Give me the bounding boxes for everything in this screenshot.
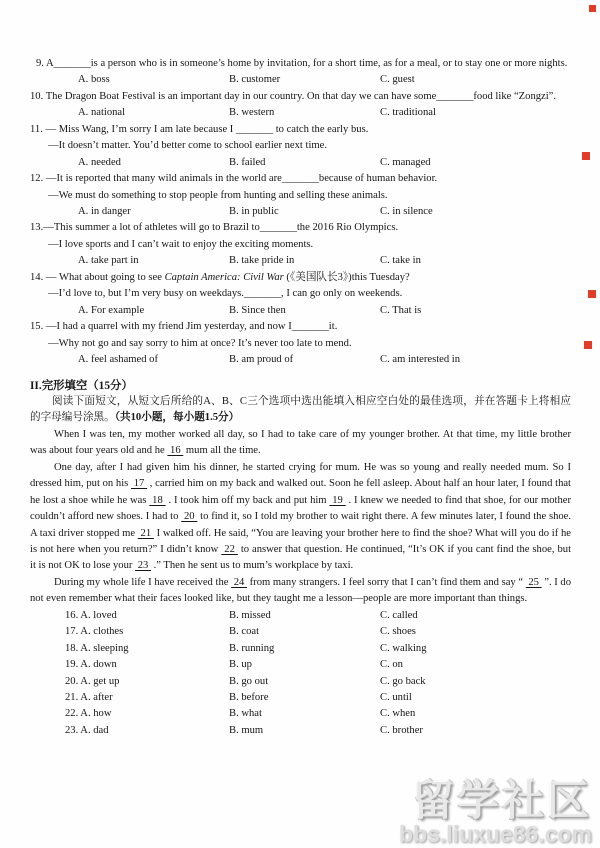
option-number-a-label: 17. A. clothes (65, 626, 124, 638)
option-b-label: B. take pride in (229, 255, 295, 267)
question-13-reply: —I love sports and I can’t wait to enjoy the exciting moments. (48, 238, 314, 250)
watermark-site-name: 留学社区 (411, 776, 592, 824)
option-b-label: B. go out (229, 675, 269, 687)
option-a-label: A. in danger (78, 206, 131, 218)
option-c-label: C. traditional (380, 107, 436, 119)
option-number-a-label: 18. A. sleeping (65, 642, 129, 654)
option-c-label: C. am interested in (380, 354, 461, 366)
option-b-label: B. before (229, 692, 269, 704)
section-2-title: II.完形填空（15分） (30, 379, 133, 392)
option-c-label: C. until (380, 692, 412, 704)
option-c-label: C. go back (380, 675, 426, 687)
cloze-19-options-row (30, 657, 571, 673)
red-marker-icon (584, 341, 592, 349)
question-14-reply: —I’d love to, but I’m very busy on weekdays._______, I can go only on weekends. (48, 288, 403, 300)
question-11-stem: 11. — Miss Wang, I’m sorry I am late because I _______ to catch the early bus. (30, 123, 369, 135)
question-9-stem: 9. A_______is a person who is in someone’s home by invitation, for a short time, as for a meal, or to stay one or more nights. (36, 58, 568, 69)
cloze-paragraph-1: When I was ten, my mother worked all day, so I had to take care of my younger brother. At that time, my little brother was about four years old and he 16 mum all the time. (30, 428, 571, 457)
question-10-options-row (30, 105, 571, 121)
option-b-label: B. in public (229, 206, 279, 218)
question-9-options-row (30, 72, 571, 88)
option-b-label: B. running (229, 642, 275, 654)
question-13-options-row (30, 253, 571, 269)
option-a-label: A. needed (78, 156, 121, 168)
option-c-label: C. That is (380, 304, 422, 316)
red-marker-icon (588, 290, 596, 298)
option-c-label: C. when (380, 708, 416, 720)
question-12-options-row (30, 204, 571, 220)
option-b-label: B. am proud of (229, 354, 294, 366)
option-number-a-label: 20. A. get up (65, 675, 120, 687)
red-marker-icon (582, 152, 590, 160)
question-15-reply: —Why not go and say sorry to him at once? It’s never too late to mend. (48, 337, 352, 349)
cloze-23-options-row (30, 723, 571, 739)
option-b-label: B. customer (229, 74, 281, 86)
option-number-a-label: 23. A. dad (65, 724, 109, 736)
option-b-label: B. failed (229, 156, 266, 168)
cloze-paragraph-2: One day, after I had given him his dinner, he started crying for mum. He was so young and really needed mum. So I dressed him, put on his 17 , carried him on my back and walked out. Soon he fell asleep. About half an hour later, I found that he lost a shoe while he was 18 . I took him off my back and put him 19 . I knew we needed to find that shoe, for our mother couldn’t afford new shoes. I had to 20 to find it, so I told my brother to wait right there. A few minutes later, I found the shoe. A taxi driver stopped me 21 I walked off. He said, “You are leaving your brother here to find the shoe? What will you do if he is not here when you return?” I didn’t know 22 to answer that question. He continued, “It’s OK if you cant find the shoe, but it is not OK to lose your 23 .” Then he sent us to mum’s workplace by taxi. (30, 461, 572, 572)
option-number-a-label: 22. A. how (65, 708, 112, 720)
cloze-18-options-row (30, 641, 571, 657)
option-c-label: C. take in (380, 255, 421, 267)
option-a-label: A. For example (78, 304, 145, 316)
option-c-label: C. on (380, 659, 403, 671)
option-c-label: C. walking (380, 642, 427, 654)
option-b-label: B. what (229, 708, 262, 720)
cloze-16-options-row (30, 608, 571, 624)
option-number-a-label: 19. A. down (65, 659, 117, 671)
option-b-label: B. western (229, 107, 275, 119)
option-c-label: C. shoes (380, 626, 416, 638)
option-number-a-label: 21. A. after (65, 692, 113, 704)
question-14-options-row (30, 303, 571, 319)
section-2-instruction: 阅读下面短文，从短文后所给的A、B、C三个选项中选出能填入相应空白处的最佳选项，并在答题卡上将相应的字母编号涂黑。（共10小题，每小题1.5分） (30, 395, 571, 424)
option-c-label: C. called (380, 609, 418, 621)
question-14-stem: 14. — What about going to see Captain America: Civil War (《美国队长3》)this Tuesday? (30, 271, 410, 283)
option-c-label: C. brother (380, 724, 423, 736)
option-a-label: A. national (78, 107, 126, 119)
question-10-stem: 10. The Dragon Boat Festival is an important day in our country. On that day we can have some_______food like “Zongzi”. (30, 90, 557, 102)
question-15-options-row (30, 352, 571, 368)
question-11-options-row (30, 155, 571, 171)
question-15-stem: 15. —I had a quarrel with my friend Jim yesterday, and now I_______it. (30, 321, 338, 333)
option-number-a-label: 16. A. loved (65, 609, 117, 621)
option-b-label: B. missed (229, 609, 271, 621)
cloze-21-options-row (30, 690, 571, 706)
question-12-stem: 12. —It is reported that many wild animals in the world are_______because of human behavior. (30, 173, 438, 185)
option-b-label: B. coat (229, 626, 260, 638)
question-13-stem: 13.—This summer a lot of athletes will go to Brazil to_______the 2016 Rio Olympics. (30, 222, 399, 234)
question-12-reply: —We must do something to stop people from hunting and selling these animals. (48, 189, 388, 201)
option-c-label: C. in silence (380, 206, 433, 218)
option-a-label: A. boss (78, 74, 110, 86)
option-b-label: B. Since then (229, 304, 286, 316)
watermark (398, 776, 592, 847)
option-a-label: A. take part in (78, 255, 139, 267)
option-b-label: B. mum (229, 724, 264, 736)
question-11-reply: —It doesn’t matter. You’d better come to school earlier next time. (48, 140, 328, 152)
watermark-site-url: bbs.liuxue86.com (398, 820, 592, 847)
option-b-label: B. up (229, 659, 252, 671)
cloze-22-options-row (30, 706, 571, 722)
cloze-paragraph-3: During my whole life I have received the 24 from many strangers. I feel sorry that I can’t find them and say “ 25 ”. I do not even remember what their faces looked like, but they taught me a lesson—people are more important than things. (30, 576, 572, 605)
cloze-17-options-row (30, 624, 571, 640)
option-a-label: A. feel ashamed of (78, 354, 159, 366)
exam-content (30, 56, 571, 739)
red-marker-icon (589, 5, 596, 12)
option-c-label: C. guest (380, 74, 415, 86)
cloze-20-options-row (30, 674, 571, 690)
option-c-label: C. managed (380, 156, 431, 168)
